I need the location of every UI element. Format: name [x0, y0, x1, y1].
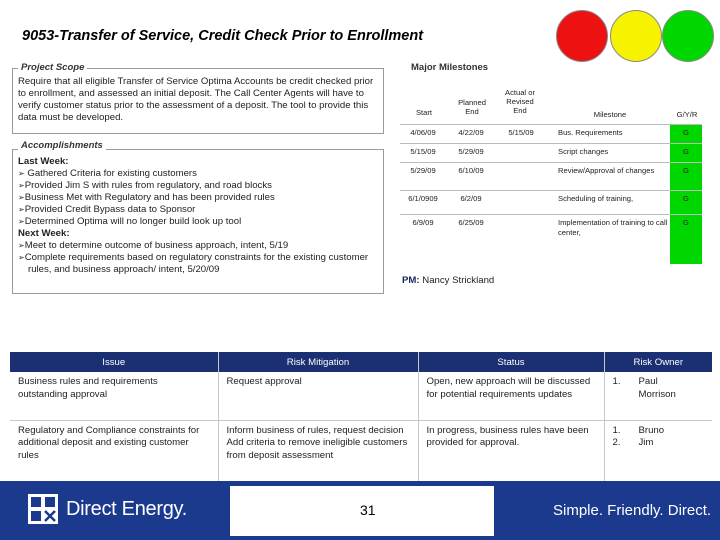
cell-start: 5/29/09 — [400, 163, 446, 191]
cell-milestone: Scheduling of training, — [556, 191, 670, 215]
cell-gyr: G — [670, 215, 702, 265]
brand-name: Direct Energy. — [66, 498, 188, 520]
project-scope-label: Project Scope — [18, 62, 87, 73]
cell-actual — [496, 215, 546, 265]
header-status: Status — [418, 352, 604, 372]
cell-gyr: G — [670, 163, 702, 191]
cell-start: 4/06/09 — [400, 125, 446, 144]
page-number: 31 — [360, 502, 376, 518]
cell-actual — [496, 191, 546, 215]
list-item: ➢ Meet to determine outcome of business approach, intent, 5/19 — [18, 240, 378, 252]
tagline: Simple. Friendly. Direct. — [553, 502, 712, 519]
list-item: ➢ Complete requirements based on regulatory constraints for the existing customer rules, and business approach/ intent, 5/20/09 — [18, 252, 378, 276]
header-planned: Planned End — [458, 98, 486, 116]
next-week-label: Next Week: — [18, 228, 70, 239]
table-row — [400, 144, 702, 163]
page-title: 9053-Transfer of Service, Credit Check Prior to Enrollment — [22, 28, 424, 44]
cell-status: In progress, business rules have been provided for approval. — [418, 420, 604, 482]
cell-issue: Regulatory and Compliance constraints for additional deposit and existing customer rules — [10, 420, 218, 482]
cell-start: 5/15/09 — [400, 144, 446, 163]
table-row — [400, 215, 702, 265]
owner-names: Paul Morrison — [638, 376, 676, 400]
header-owner: Risk Owner — [604, 352, 712, 372]
cell-owner — [604, 420, 712, 482]
project-scope-text: Require that all eligible Transfer of Service Optima Accounts be credit checked prior to enrollment, and assessed an initial deposit. The Call Center Agents will have to verify customer status prior to the assessment of a deposit. The tool to provide this data must be developed. — [18, 76, 374, 123]
cell-status: Open, new approach will be discussed for potential requirements updates — [418, 372, 604, 420]
risk-table — [10, 352, 712, 482]
cell-mitigation: Request approval — [218, 372, 418, 420]
cell-gyr: G — [670, 191, 702, 215]
pm-label: PM: — [402, 275, 420, 286]
owner-names: Bruno Jim — [638, 424, 665, 448]
cell-actual — [496, 144, 546, 163]
accomplishments-text — [18, 156, 378, 276]
header-issue: Issue — [10, 352, 218, 372]
yellow-status-light — [610, 10, 662, 62]
red-status-light — [556, 10, 608, 62]
list-item: ➢ Gathered Criteria for existing customers — [18, 168, 378, 180]
cell-planned: 6/10/09 — [446, 163, 496, 191]
cell-milestone: Review/Approval of changes — [556, 163, 670, 191]
header-gyr: G/Y/R — [676, 110, 698, 119]
cell-milestone: Implementation of training to call center, — [556, 215, 670, 265]
cell-gyr: G — [670, 125, 702, 144]
cell-planned: 5/29/09 — [446, 144, 496, 163]
table-row — [10, 372, 712, 420]
last-week-label: Last Week: — [18, 156, 69, 167]
header-actual: Actual or Revised End — [505, 88, 535, 115]
cell-mitigation: Inform business of rules, request decision Add criteria to remove ineligible customers from deposit assessment — [218, 420, 418, 482]
direct-energy-logo-icon — [28, 494, 58, 524]
milestones-table — [400, 124, 702, 265]
cell-issue: Business rules and requirements outstanding approval — [10, 372, 218, 420]
cell-planned: 6/25/09 — [446, 215, 496, 265]
cell-owner — [604, 372, 712, 420]
project-manager — [402, 275, 494, 286]
table-row — [400, 163, 702, 191]
table-row — [400, 125, 702, 144]
header-milestone: Milestone — [593, 110, 627, 119]
cell-start: 6/1/0909 — [400, 191, 446, 215]
table-row — [400, 191, 702, 215]
cell-milestone: Bus. Requirements — [556, 125, 670, 144]
list-item: ➢ Provided Credit Bypass data to Sponsor — [18, 204, 378, 216]
table-row — [10, 420, 712, 482]
owner-numbers: 1. 2. — [612, 424, 621, 448]
green-status-light — [662, 10, 714, 62]
cell-planned: 6/2/09 — [446, 191, 496, 215]
pm-name: Nancy Strickland — [422, 275, 495, 286]
cell-actual: 5/15/09 — [496, 125, 546, 144]
cell-planned: 4/22/09 — [446, 125, 496, 144]
header-start: Start — [415, 108, 433, 117]
cell-actual — [496, 163, 546, 191]
cell-start: 6/9/09 — [400, 215, 446, 265]
accomplishments-label: Accomplishments — [18, 140, 106, 151]
cell-milestone: Script changes — [556, 144, 670, 163]
milestones-label: Major Milestones — [408, 62, 491, 73]
list-item: ➢ Business Met with Regulatory and has been provided rules — [18, 192, 378, 204]
header-mitigation: Risk Mitigation — [218, 352, 418, 372]
table-header-row — [10, 352, 712, 372]
list-item: ➢ Provided Jim S with rules from regulatory, and road blocks — [18, 180, 378, 192]
list-item: ➢ Determined Optima will no longer build look up tool — [18, 216, 378, 228]
cell-gyr: G — [670, 144, 702, 163]
owner-numbers: 1. — [612, 376, 621, 387]
